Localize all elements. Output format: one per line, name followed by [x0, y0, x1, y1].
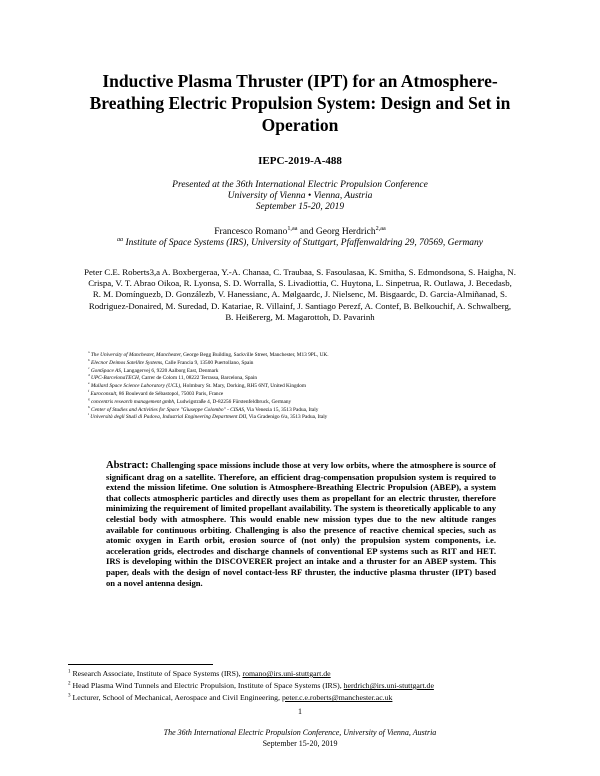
footnote-text: Head Plasma Wind Tunnels and Electric Propulsion, Institute of Space Systems (IRS),: [70, 681, 344, 690]
author-and: and: [297, 227, 316, 237]
affiliation-address: Via Venezia 15, 3513 Padua, Italy: [245, 406, 319, 413]
paper-title: Inductive Plasma Thruster (IPT) for an Atmosphere-Breathing Electric Propulsion System: Design and Set in Operation: [89, 71, 511, 135]
affiliation-address: Carrer de Colom 11, 08222 Terrassa, Barcelona, Spain: [140, 375, 258, 382]
paper-id: IEPC-2019-A-488: [258, 155, 342, 167]
author-affiliation: [0, 238, 600, 249]
coauthor-list: Peter C.E. Roberts3,a A. Boxbergeraa, Y.-A. Chanaa, C. Traubaa, S. Fasoulasaa, K. Smitha, S. Edmondsona, S. Haigha, N. Crispa, V. T. Abrao Oikoa, R. Lyonsa, S. D. Worralla, S. Livadiottia, C. Huytona, L. Sinpetrua, R. Outlawa, J. Becedasb, R. M. Domínguezb, D. Gonzálezb, V. Hanessianc, A. Mølgaardc, J. Nielsenc, M. Bisgaardc, D. Garcia-Almiñanad, S. Rodriguez-Donaired, M. Suredad, D. Katariae, R. Villainf, J. Santiago Perezf, A. Contef, B. Belkouchif, A. Schwalberg, B. Heißererg, M. Magarottoh, D. Pavarinh: [84, 267, 516, 322]
footnote-item: [68, 692, 548, 704]
affiliation-sup: b: [88, 358, 90, 363]
affiliation-sup: aa: [116, 236, 124, 243]
footnote-email-link[interactable]: romano@irs.uni-stuttgart.de: [242, 669, 331, 678]
conference-info: [0, 180, 600, 213]
affiliation-address: George Begg Building, Sackville Street, Manchester, M13 9PL, UK.: [181, 352, 329, 358]
affiliation-sup: e: [88, 381, 90, 386]
affiliation-address: Holmbury St. Mary, Dorking, RH5 6NT, United Kingdom: [181, 383, 307, 390]
affiliation-name: Università degli Studi di Padova, Industrial Engineering Department DII,: [90, 414, 248, 421]
affiliation-sup: f: [88, 389, 90, 394]
author-line: [0, 227, 600, 238]
affiliation-address: Via Gradenigo 6/a, 3513 Padua, Italy: [247, 414, 328, 421]
footnote-text: Research Associate, Institute of Space Systems (IRS),: [70, 669, 243, 678]
footnote-item: [68, 668, 548, 680]
footer-dates: September 15-20, 2019: [262, 739, 338, 748]
affiliation-name: Center of Studies and Activities for Space "Giuseppe Colombo" - CISAS,: [91, 406, 246, 413]
affiliation-sup: i: [88, 412, 89, 417]
affiliation-address: 86 Boulevard de Sébastopol, 75003 Paris, France: [117, 390, 224, 397]
abstract-label: Abstract:: [106, 460, 149, 471]
affiliation-sup: h: [88, 404, 90, 409]
footnote-email-link[interactable]: herdrich@irs.uni-stuttgart.de: [343, 681, 434, 690]
page-number: 1: [298, 707, 302, 716]
conference-line: Presented at the 36th International Electric Propulsion Conference: [172, 180, 428, 190]
author-name: Georg Herdrich: [315, 227, 376, 237]
footnotes: [68, 668, 548, 704]
affiliation-sup: c: [88, 365, 90, 370]
footnote-divider: [68, 664, 213, 665]
affiliation-name: Euroconsult,: [90, 390, 118, 397]
affiliation-text: Institute of Space Systems (IRS), University of Stuttgart, Pfaffenwaldring 29, 70569, Germany: [123, 238, 484, 248]
affiliation-sup: a: [88, 350, 90, 355]
primary-authors: [0, 227, 600, 249]
author-sup: 2,aa: [375, 225, 386, 232]
affiliation-address: Langagervej 6, 9220 Aalborg East, Denmark: [122, 367, 219, 374]
affiliation-address: Ludwigstraße 4, D-82256 Fürstenfeldbruck, Germany: [175, 398, 292, 405]
affiliation-sup: d: [88, 373, 90, 378]
affiliation-item: [88, 399, 528, 407]
footer-conference: The 36th International Electric Propulsion Conference, University of Vienna, Austria: [163, 728, 437, 737]
affiliation-name: Mullard Space Science Laboratory (UCL),: [90, 383, 182, 390]
affiliation-item: [88, 360, 528, 368]
affiliation-sup: g: [88, 397, 90, 402]
author-sup: 1,aa: [287, 225, 298, 232]
affiliation-item: [88, 414, 528, 422]
author-name: Francesco Romano: [214, 227, 288, 237]
affiliation-name: concentris research management gmbh,: [91, 398, 176, 405]
footnote-number: 1: [68, 668, 71, 675]
page-footer: [0, 727, 600, 749]
affiliation-address: Calle Francia 9, 13500 Puertollano, Spain: [163, 359, 254, 366]
affiliation-name: Elecnor Deimos Satellite Systems,: [91, 359, 164, 366]
abstract-text: Challenging space missions include those at very low orbits, where the atmosphere is source of significant drag on a satellite. Therefore, an efficient drag-compensation propulsion system is required to extend the mission lifetime. One solution is Atmosphere-Breathing Electric Propulsion (ABEP), a system that collects atmospheric particles and directly uses them as propellant for an electric thruster, therefore minimizing the requirement of limited propellant availability. The system is theoretically applicable to any celestial body with atmosphere. This would enable new mission types due to the new altitude ranges available for continuous orbiting. Challenging is also the presence of reactive chemical species, such as atomic oxygen in Earth orbit, erosion source of (not only) the propulsion system components, i.e. acceleration grids, electrodes and discharge channels of conventional EP systems such as RIT and HET. IRS is developing within the DISCOVERER project an intake and a thruster for an ABEP system. This paper, deals with the design of novel contact-less RF thruster, the inductive plasma thruster (IPT) based on a novel antenna design.: [106, 460, 496, 588]
footnote-number: 3: [68, 692, 71, 699]
affiliation-name: UPC-BarcelonaTECH,: [91, 375, 141, 382]
footnote-email-link[interactable]: peter.c.e.roberts@manchester.ac.uk: [281, 693, 393, 702]
abstract: [106, 460, 496, 588]
affiliation-list: [88, 352, 528, 422]
footnote-number: 2: [68, 680, 71, 687]
conference-dates: September 15-20, 2019: [255, 202, 345, 212]
conference-location: University of Vienna • Vienna, Austria: [227, 191, 373, 201]
footnote-text: Lecturer, School of Mechanical, Aerospace and Civil Engineering,: [70, 693, 282, 702]
footnote-item: [68, 680, 548, 692]
affiliation-name: The University of Manchester, Manchester,: [90, 352, 182, 358]
affiliation-name: GomSpace AS,: [90, 367, 123, 374]
